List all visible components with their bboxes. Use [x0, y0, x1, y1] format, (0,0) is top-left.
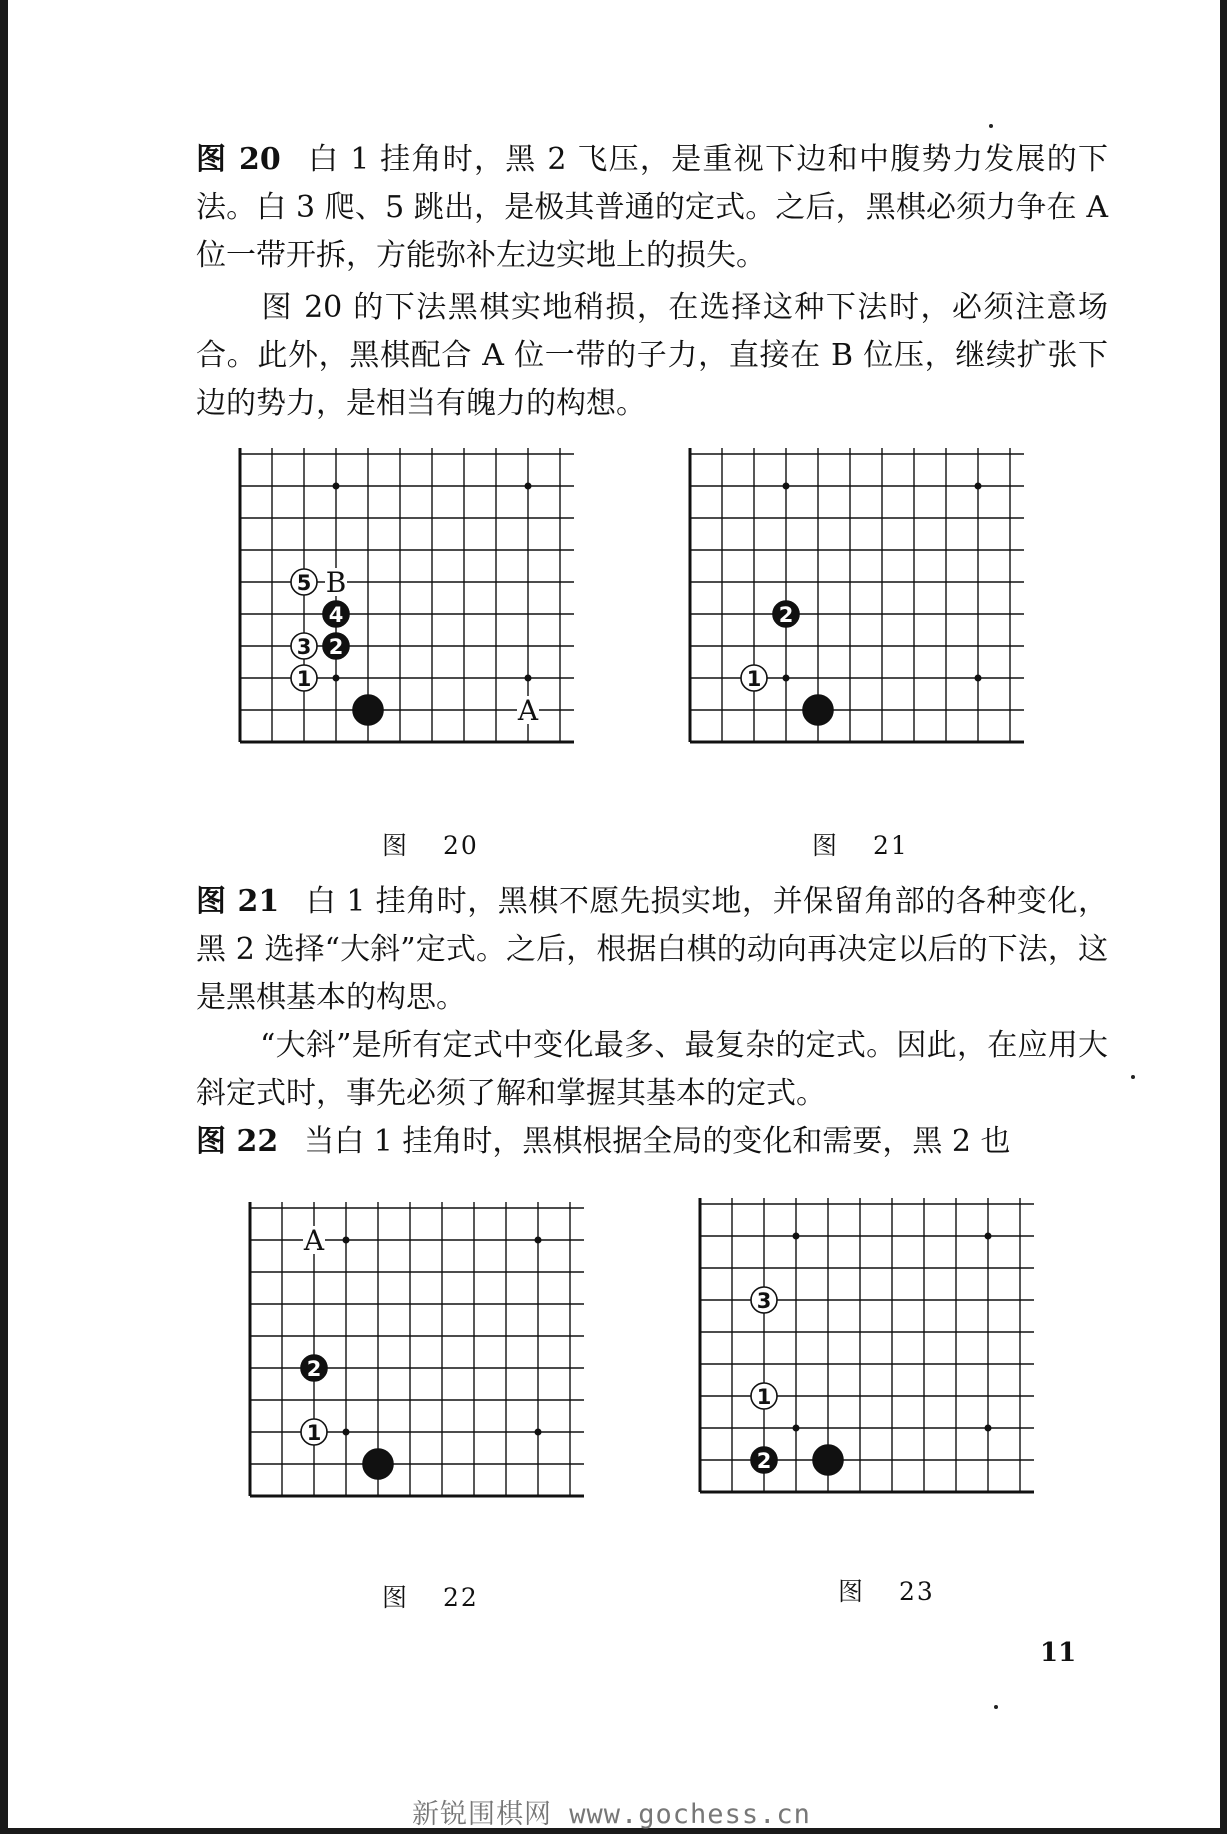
go-diagram-22: [244, 1202, 624, 1552]
black-stone: [301, 1355, 327, 1381]
stone-move-number: 4: [328, 603, 344, 627]
star-point: [343, 1237, 350, 1244]
star-point: [333, 675, 340, 682]
page-number: 11: [1040, 1638, 1077, 1668]
white-stone: [751, 1383, 777, 1409]
paragraph-text: 白 1 挂角时，黑 2 飞压，是重视下边和中腹势力发展的下法。白 3 爬、5 跳出，是极其普通的定式。之后，黑棋必须力争在 A 位一带开拆，方能弥补左边实地上的损失。: [196, 142, 1108, 273]
star-point: [525, 483, 532, 490]
paragraph-fig20: [196, 136, 1108, 280]
paragraph-dagiao: [196, 1022, 1108, 1118]
caption-number: 20: [443, 831, 479, 860]
scan-speck: [994, 1705, 998, 1709]
black-stone: [813, 1445, 843, 1475]
star-point: [333, 483, 340, 490]
star-point: [783, 483, 790, 490]
star-point: [783, 675, 790, 682]
stone-move-number: 3: [296, 635, 312, 659]
star-point: [985, 1425, 992, 1432]
stone-move-number: 5: [296, 571, 312, 595]
figure-caption-21: [812, 826, 909, 862]
scan-speck: [989, 124, 993, 128]
star-point: [525, 675, 532, 682]
star-point: [985, 1233, 992, 1240]
paragraph-fig21: [196, 878, 1108, 1022]
paragraph-lead: 图 20: [196, 142, 281, 177]
star-point: [535, 1429, 542, 1436]
figure-caption-23: [838, 1572, 935, 1608]
black-stone: [803, 695, 833, 725]
board-letter-label: A: [517, 694, 539, 727]
white-stone: [301, 1419, 327, 1445]
stone-move-number: 2: [306, 1357, 322, 1381]
white-stone: [291, 633, 317, 659]
footer-url: www.gochess.cn: [569, 1799, 811, 1830]
board-letter-label: A: [303, 1224, 325, 1257]
go-board-svg: [694, 1198, 1074, 1548]
black-stone: [773, 601, 799, 627]
go-board-svg: [234, 448, 614, 798]
go-diagram-23: [694, 1198, 1074, 1548]
white-stone: [741, 665, 767, 691]
paragraph-text: 白 1 挂角时，黑棋不愿先损实地，并保留角部的各种变化，黑 2 选择“大斜”定式。之后，根据白棋的动向再决定以后的下法，这是黑棋基本的构思。: [196, 884, 1108, 1015]
paragraph-fig22: [196, 1118, 1108, 1166]
star-point: [793, 1233, 800, 1240]
caption-label: 图: [838, 1577, 866, 1606]
star-point: [343, 1429, 350, 1436]
star-point: [975, 483, 982, 490]
paragraph-fig20-note: [196, 284, 1108, 428]
scan-speck: [1131, 1075, 1135, 1079]
star-point: [793, 1425, 800, 1432]
black-stone: [323, 601, 349, 627]
board-grid: [700, 1198, 1034, 1492]
stone-move-number: 2: [328, 635, 344, 659]
board-grid: [250, 1202, 584, 1496]
page-frame-left: [0, 0, 8, 1834]
caption-number: 22: [443, 1583, 479, 1612]
black-stone: [353, 695, 383, 725]
stone-move-number: 1: [296, 667, 312, 691]
page-frame-right: [1220, 0, 1227, 1834]
footer-watermark: [412, 1792, 811, 1831]
caption-label: 图: [382, 831, 410, 860]
stone-move-number: 3: [756, 1289, 772, 1313]
stone-move-number: 1: [746, 667, 762, 691]
paragraph-lead: 图 21: [196, 884, 280, 919]
stone-move-number: 1: [756, 1385, 772, 1409]
paragraph-text: 当白 1 挂角时，黑棋根据全局的变化和需要，黑 2 也: [304, 1124, 1011, 1159]
caption-label: 图: [812, 831, 840, 860]
go-board-svg: [684, 448, 1064, 798]
board-grid: [690, 448, 1024, 742]
figure-caption-20: [382, 826, 479, 862]
go-board-svg: [244, 1202, 624, 1552]
board-letter-label: B: [325, 566, 347, 599]
stone-move-number: 1: [306, 1421, 322, 1445]
white-stone: [291, 665, 317, 691]
stone-move-number: 2: [778, 603, 794, 627]
black-stone: [751, 1447, 777, 1473]
black-stone: [323, 633, 349, 659]
footer-site-name: 新锐围棋网: [412, 1799, 552, 1830]
white-stone: [291, 569, 317, 595]
caption-label: 图: [382, 1583, 410, 1612]
caption-number: 21: [873, 831, 909, 860]
star-point: [975, 675, 982, 682]
star-point: [535, 1237, 542, 1244]
go-diagram-20: [234, 448, 614, 798]
figure-caption-22: [382, 1578, 479, 1614]
black-stone: [363, 1449, 393, 1479]
paragraph-text: 图 20 的下法黑棋实地稍损，在选择这种下法时，必须注意场合。此外，黑棋配合 A 位一带的子力，直接在 B 位压，继续扩张下边的势力，是相当有魄力的构想。: [196, 290, 1108, 421]
stone-move-number: 2: [756, 1449, 772, 1473]
white-stone: [751, 1287, 777, 1313]
caption-number: 23: [899, 1577, 935, 1606]
go-diagram-21: [684, 448, 1064, 798]
paragraph-text: “大斜”是所有定式中变化最多、最复杂的定式。因此，在应用大斜定式时，事先必须了解和掌握其基本的定式。: [196, 1028, 1108, 1111]
paragraph-lead: 图 22: [196, 1124, 279, 1159]
